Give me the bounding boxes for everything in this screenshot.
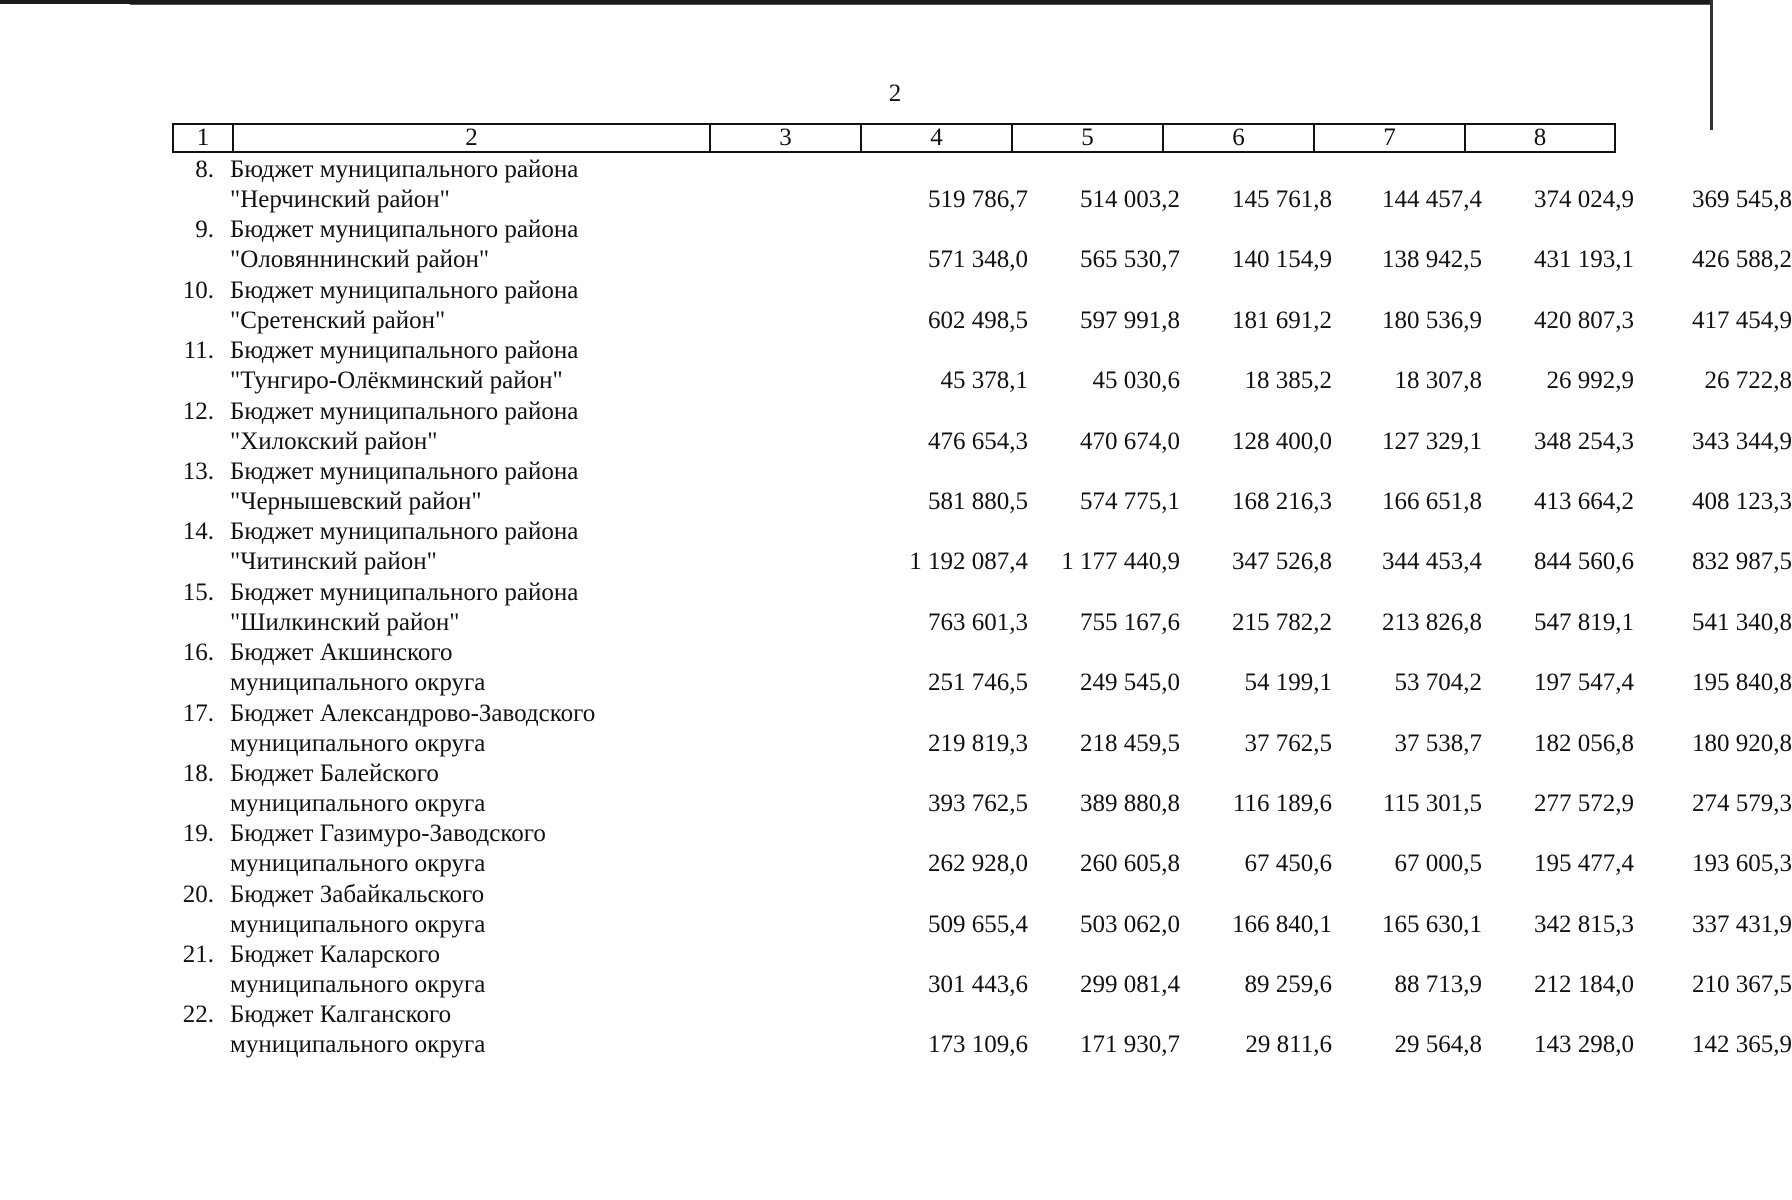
cell-col-5: 37 762,5 xyxy=(1244,729,1332,757)
table-row xyxy=(172,215,1792,275)
table-row xyxy=(172,699,1792,759)
cell-col-6: 127 329,1 xyxy=(1382,427,1482,455)
cell-col-3: 602 498,5 xyxy=(928,306,1028,334)
cell-col-5: 116 189,6 xyxy=(1232,789,1332,817)
table-row xyxy=(172,397,1792,457)
row-name-line1: Бюджет Балейского xyxy=(230,759,439,787)
cell-col-8: 417 454,9 xyxy=(1692,306,1792,334)
table-row xyxy=(172,1000,1792,1060)
row-name-line2: "Читинский район" xyxy=(230,548,437,576)
cell-col-5: 54 199,1 xyxy=(1244,669,1332,697)
cell-col-3: 251 746,5 xyxy=(928,669,1028,697)
table-row xyxy=(172,457,1792,517)
cell-col-3: 1 192 087,4 xyxy=(909,548,1028,576)
cell-col-3: 45 378,1 xyxy=(940,367,1028,395)
cell-col-3: 219 819,3 xyxy=(928,729,1028,757)
cell-col-6: 88 713,9 xyxy=(1394,971,1482,999)
cell-col-4: 389 880,8 xyxy=(1080,789,1180,817)
row-name-line1: Бюджет муниципального района xyxy=(230,156,579,183)
cell-col-7: 348 254,3 xyxy=(1534,427,1634,455)
cell-col-8: 210 367,5 xyxy=(1692,971,1792,999)
header-col-5: 5 xyxy=(1013,125,1164,151)
row-name-line1: Бюджет Каларского xyxy=(230,941,441,969)
table-row xyxy=(172,819,1792,879)
cell-col-7: 277 572,9 xyxy=(1534,789,1634,817)
cell-col-3: 262 928,0 xyxy=(928,850,1028,878)
cell-col-3: 763 601,3 xyxy=(928,608,1028,636)
table-row xyxy=(172,578,1792,638)
cell-col-6: 144 457,4 xyxy=(1382,186,1482,213)
row-name-line2: муниципального округа xyxy=(230,789,486,817)
row-name-line2: "Нерчинский район" xyxy=(230,186,450,213)
cell-col-7: 143 298,0 xyxy=(1534,1031,1634,1059)
cell-col-4: 1 177 440,9 xyxy=(1061,548,1180,576)
table-row xyxy=(172,638,1792,698)
row-number: 9. xyxy=(195,216,214,244)
cell-col-8: 26 722,8 xyxy=(1704,367,1792,395)
cell-col-7: 197 547,4 xyxy=(1534,669,1634,697)
cell-col-4: 470 674,0 xyxy=(1080,427,1180,455)
cell-col-5: 18 385,2 xyxy=(1244,367,1332,395)
cell-col-4: 503 062,0 xyxy=(1080,910,1180,938)
cell-col-5: 140 154,9 xyxy=(1232,246,1332,274)
cell-col-8: 180 920,8 xyxy=(1692,729,1792,757)
cell-col-4: 249 545,0 xyxy=(1080,669,1180,697)
cell-col-7: 182 056,8 xyxy=(1534,729,1634,757)
cell-col-7: 374 024,9 xyxy=(1534,186,1634,213)
row-number: 15. xyxy=(182,578,214,606)
row-name-line2: "Чернышевский район" xyxy=(230,487,482,515)
cell-col-5: 215 782,2 xyxy=(1232,608,1332,636)
row-name-line1: Бюджет муниципального района xyxy=(230,457,579,485)
cell-col-8: 195 840,8 xyxy=(1692,669,1792,697)
header-col-3: 3 xyxy=(711,125,862,151)
row-name-line2: "Шилкинский район" xyxy=(230,608,460,636)
row-name-line2: муниципального округа xyxy=(230,1031,486,1059)
header-col-6: 6 xyxy=(1164,125,1315,151)
row-name-line2: муниципального округа xyxy=(230,910,486,938)
row-name-line2: "Тунгиро-Олёкминский район" xyxy=(230,367,563,395)
cell-col-4: 45 030,6 xyxy=(1092,367,1180,395)
cell-col-6: 53 704,2 xyxy=(1394,669,1482,697)
table-row xyxy=(172,759,1792,819)
cell-col-4: 218 459,5 xyxy=(1080,729,1180,757)
cell-col-8: 832 987,5 xyxy=(1692,548,1792,576)
cell-col-8: 369 545,8 xyxy=(1692,186,1792,213)
cell-col-4: 755 167,6 xyxy=(1080,608,1180,636)
row-name-line1: Бюджет муниципального района xyxy=(230,578,579,606)
cell-col-4: 565 530,7 xyxy=(1080,246,1180,274)
cell-col-4: 299 081,4 xyxy=(1080,971,1180,999)
row-number: 8. xyxy=(195,156,214,183)
cell-col-7: 420 807,3 xyxy=(1534,306,1634,334)
cell-col-6: 37 538,7 xyxy=(1394,729,1482,757)
cell-col-5: 128 400,0 xyxy=(1232,427,1332,455)
table-row xyxy=(172,336,1792,396)
row-name-line2: "Хилокский район" xyxy=(230,427,438,455)
row-name-line1: Бюджет Газимуро-Заводского xyxy=(230,820,546,848)
cell-col-8: 274 579,3 xyxy=(1692,789,1792,817)
row-name-line1: Бюджет Калганского xyxy=(230,1001,452,1029)
cell-col-7: 547 819,1 xyxy=(1534,608,1634,636)
row-number: 12. xyxy=(182,397,214,425)
table-row xyxy=(172,517,1792,577)
row-number: 19. xyxy=(182,820,214,848)
cell-col-6: 18 307,8 xyxy=(1394,367,1482,395)
cell-col-8: 426 588,2 xyxy=(1692,246,1792,274)
row-name-line2: муниципального округа xyxy=(230,669,486,697)
row-number: 13. xyxy=(182,457,214,485)
cell-col-5: 145 761,8 xyxy=(1232,186,1332,213)
top-border-thin-line xyxy=(130,4,1713,5)
table-row xyxy=(172,880,1792,940)
row-number: 14. xyxy=(182,518,214,546)
cell-col-6: 115 301,5 xyxy=(1382,789,1482,817)
row-name-line2: "Сретенский район" xyxy=(230,306,446,334)
cell-col-7: 26 992,9 xyxy=(1546,367,1634,395)
cell-col-7: 413 664,2 xyxy=(1534,487,1634,515)
row-name-line1: Бюджет муниципального района xyxy=(230,337,579,365)
cell-col-5: 181 691,2 xyxy=(1232,306,1332,334)
row-name-line1: Бюджет муниципального района xyxy=(230,276,579,304)
cell-col-8: 142 365,9 xyxy=(1692,1031,1792,1059)
table-row xyxy=(172,155,1792,215)
cell-col-6: 180 536,9 xyxy=(1382,306,1482,334)
cell-col-4: 260 605,8 xyxy=(1080,850,1180,878)
cell-col-5: 168 216,3 xyxy=(1232,487,1332,515)
cell-col-3: 519 786,7 xyxy=(928,186,1028,213)
header-col-8: 8 xyxy=(1533,124,1547,151)
cell-col-3: 571 348,0 xyxy=(928,246,1028,274)
cell-col-4: 171 930,7 xyxy=(1080,1031,1180,1059)
table-row xyxy=(172,940,1792,1000)
cell-col-3: 393 762,5 xyxy=(928,789,1028,817)
cell-col-3: 301 443,6 xyxy=(928,971,1028,999)
table-body xyxy=(172,155,1792,1061)
cell-col-5: 347 526,8 xyxy=(1232,548,1332,576)
row-name-line1: Бюджет Акшинского xyxy=(230,639,453,667)
cell-col-7: 431 193,1 xyxy=(1534,246,1634,274)
cell-col-5: 166 840,1 xyxy=(1232,910,1332,938)
cell-col-7: 342 815,3 xyxy=(1534,910,1634,938)
cell-col-5: 29 811,6 xyxy=(1245,1031,1332,1059)
row-number: 10. xyxy=(182,276,214,304)
cell-col-7: 195 477,4 xyxy=(1534,850,1634,878)
row-name-line2: "Оловяннинский район" xyxy=(230,246,490,274)
header-col-2: 2 xyxy=(234,125,711,151)
row-number: 16. xyxy=(182,639,214,667)
cell-col-4: 574 775,1 xyxy=(1080,487,1180,515)
cell-col-5: 89 259,6 xyxy=(1244,971,1332,999)
row-name-line1: Бюджет Александрово-Заводского xyxy=(230,699,596,727)
row-number: 22. xyxy=(182,1001,214,1029)
cell-col-6: 165 630,1 xyxy=(1382,910,1482,938)
cell-col-5: 67 450,6 xyxy=(1244,850,1332,878)
cell-col-6: 166 651,8 xyxy=(1382,487,1482,515)
header-col-1: 1 xyxy=(174,125,234,151)
cell-col-6: 213 826,8 xyxy=(1382,608,1482,636)
row-name-line2: муниципального округа xyxy=(230,729,486,757)
row-name-line1: Бюджет муниципального района xyxy=(230,397,579,425)
row-name-line1: Бюджет муниципального района xyxy=(230,216,579,244)
cell-col-8: 193 605,3 xyxy=(1692,850,1792,878)
cell-col-6: 67 000,5 xyxy=(1394,850,1482,878)
cell-col-3: 581 880,5 xyxy=(928,487,1028,515)
cell-col-7: 844 560,6 xyxy=(1534,548,1634,576)
row-name-line2: муниципального округа xyxy=(230,971,486,999)
cell-col-8: 541 340,8 xyxy=(1692,608,1792,636)
cell-col-8: 408 123,3 xyxy=(1692,487,1792,515)
table-header-row xyxy=(172,123,1616,153)
header-col-4: 4 xyxy=(862,125,1013,151)
row-name-line1: Бюджет Забайкальского xyxy=(230,880,485,908)
row-number: 17. xyxy=(182,699,214,727)
row-name-line2: муниципального округа xyxy=(230,850,486,878)
cell-col-4: 597 991,8 xyxy=(1080,306,1180,334)
table-row xyxy=(172,276,1792,336)
row-number: 20. xyxy=(182,880,214,908)
cell-col-6: 29 564,8 xyxy=(1394,1031,1482,1059)
cell-col-3: 509 655,4 xyxy=(928,910,1028,938)
row-number: 21. xyxy=(182,941,214,969)
header-col-7: 7 xyxy=(1315,125,1466,151)
row-name-line1: Бюджет муниципального района xyxy=(230,518,579,546)
row-number: 18. xyxy=(182,759,214,787)
cell-col-3: 476 654,3 xyxy=(928,427,1028,455)
cell-col-3: 173 109,6 xyxy=(928,1031,1028,1059)
row-number: 11. xyxy=(183,337,214,365)
right-border-line xyxy=(1710,0,1713,130)
cell-col-4: 514 003,2 xyxy=(1080,186,1180,213)
page-number: 2 xyxy=(888,80,902,107)
cell-col-7: 212 184,0 xyxy=(1534,971,1634,999)
cell-col-6: 138 942,5 xyxy=(1382,246,1482,274)
cell-col-8: 343 344,9 xyxy=(1692,427,1792,455)
cell-col-6: 344 453,4 xyxy=(1382,548,1482,576)
cell-col-8: 337 431,9 xyxy=(1692,910,1792,938)
